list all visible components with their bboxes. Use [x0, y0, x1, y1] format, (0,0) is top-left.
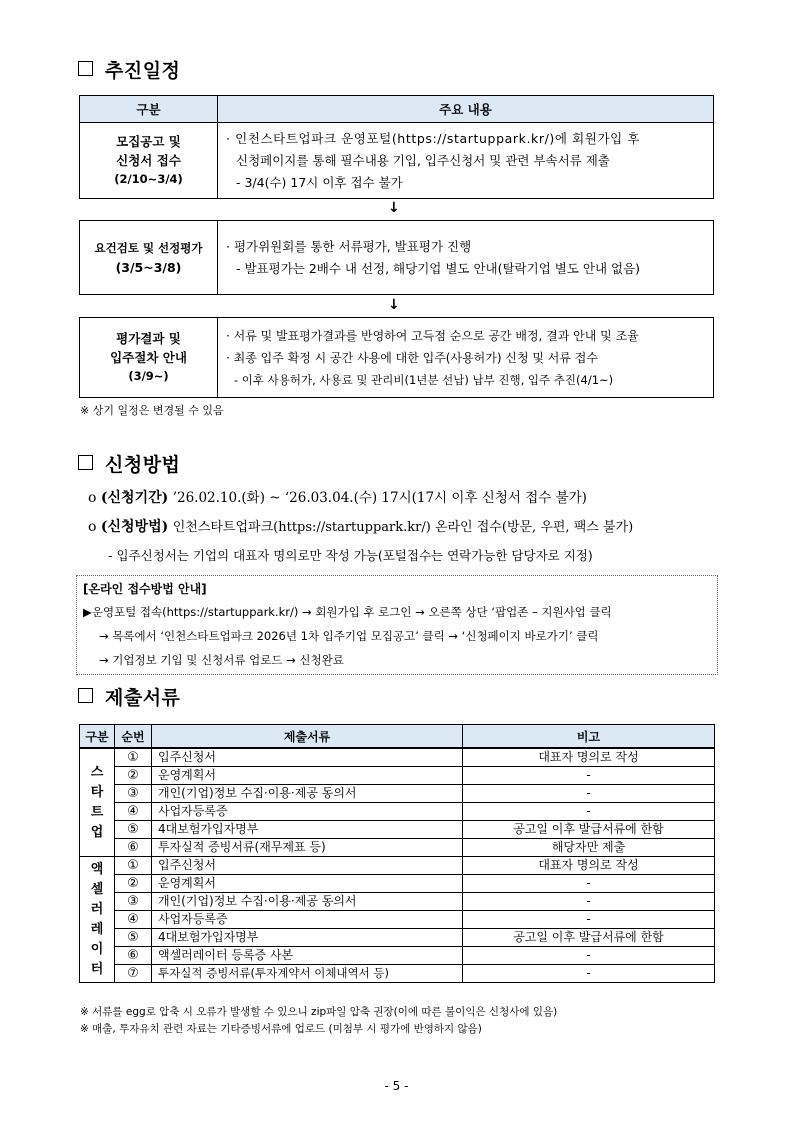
doc-remark: - — [463, 965, 715, 983]
row-number: ⑥ — [115, 947, 152, 965]
doc-remark: 공고일 이후 발급서류에 한함 — [463, 929, 715, 947]
row-number: ④ — [115, 803, 152, 821]
section-title: 제출서류 — [105, 687, 181, 709]
doc-name: 사업자등록증 — [152, 803, 463, 821]
method-line: o (신청방법) 인천스타트업파크(https://startuppark.kr/) 온라인 접수(방문, 우편, 팩스 불가) — [88, 519, 634, 535]
section-heading-method — [78, 450, 180, 477]
section-heading-documents — [78, 683, 180, 710]
documents-note: ※ 매출, 투자유치 관련 자료는 기타증빙서류에 업로드 (미첨부 시 평가에 반영하지 않음) — [80, 1023, 482, 1035]
arrow-down-icon: ↓ — [388, 200, 400, 216]
period-line: o (신청기간) ’26.02.10.(화) ~ ‘26.03.04.(수) 17시(17시 이후 신청서 접수 불가) — [88, 490, 587, 506]
doc-name: 개인(기업)정보 수집·이용·제공 동의서 — [152, 893, 463, 911]
guide-line: ▶운영포털 접속(https://startuppark.kr/) → 회원가입 후 로그인 → 오른쪽 상단 ‘팝업존 – 지원사업 클릭 — [83, 605, 612, 619]
online-guide-box — [76, 575, 718, 675]
doc-remark: 공고일 이후 발급서류에 한함 — [463, 821, 715, 839]
table-row — [80, 839, 715, 857]
group-startup: 스 타 트 업 — [80, 748, 115, 857]
doc-name: 운영계획서 — [152, 875, 463, 893]
row-number: ③ — [115, 893, 152, 911]
doc-remark: - — [463, 911, 715, 929]
table-row — [80, 767, 715, 785]
schedule-row-content: · 평가위원회를 통한 서류평가, 발표평가 진행 - 발표평가는 2배수 내 선정, 해당기업 별도 안내(탈락기업 별도 안내 없음) — [218, 221, 714, 295]
col-header: 비고 — [463, 725, 715, 749]
row-number: ② — [115, 767, 152, 785]
row-number: ⑤ — [115, 821, 152, 839]
schedule-table-row-2 — [79, 220, 714, 295]
doc-name: 입주신청서 — [152, 748, 463, 767]
doc-remark: 대표자 명의로 작성 — [463, 857, 715, 875]
schedule-row-content: · 인천스타트업파크 운영포털(https://startuppark.kr/)에 회원가입 후 신청페이지를 통해 필수내용 기입, 입주신청서 및 관련 부속서류 제출 - 3/4(수) 17시 이후 접수 불가 — [218, 123, 714, 199]
col-header: 제출서류 — [152, 725, 463, 749]
table-row — [80, 748, 715, 767]
row-number: ③ — [115, 785, 152, 803]
doc-name: 운영계획서 — [152, 767, 463, 785]
schedule-row-content: · 서류 및 발표평가결과를 반영하여 고득점 순으로 공간 배정, 결과 안내 및 조율 · 최종 입주 확정 시 공간 사용에 대한 입주(사용허가) 신청 및 서류 접수 - 이후 사용허가, 사용료 및 관리비(1년분 선납) 납부 진행, 입주 추진(4/1~) — [218, 318, 714, 398]
schedule-row-label: 요건검토 및 선정평가 (3/5~3/8) — [80, 221, 218, 295]
guide-title: [온라인 접수방법 안내] — [83, 582, 207, 596]
table-row — [80, 929, 715, 947]
doc-remark: - — [463, 947, 715, 965]
schedule-header-table — [79, 95, 714, 199]
arrow-down-icon: ↓ — [388, 297, 400, 313]
schedule-row-label: 모집공고 및 신청서 접수 (2/10~3/4) — [80, 123, 218, 199]
row-number: ⑤ — [115, 929, 152, 947]
checkbox-square-icon — [78, 688, 93, 703]
doc-remark: - — [463, 767, 715, 785]
doc-name: 개인(기업)정보 수집·이용·제공 동의서 — [152, 785, 463, 803]
schedule-note: ※ 상기 일정은 변경될 수 있음 — [80, 404, 224, 417]
table-row — [80, 947, 715, 965]
row-number: ⑥ — [115, 839, 152, 857]
row-number: ⑦ — [115, 965, 152, 983]
checkbox-square-icon — [78, 61, 93, 76]
schedule-table-row-3 — [79, 317, 714, 398]
documents-table — [79, 724, 715, 983]
doc-name: 액셀러레이터 등록증 사본 — [152, 947, 463, 965]
doc-name: 사업자등록증 — [152, 911, 463, 929]
doc-remark: - — [463, 893, 715, 911]
table-row — [80, 965, 715, 983]
doc-name: 투자실적 증빙서류(투자계약서 이체내역서 등) — [152, 965, 463, 983]
group-accelerator: 액 셀 러 레 이 터 — [80, 857, 115, 983]
page-number: - 5 - — [384, 1079, 409, 1093]
doc-remark: 해당자만 제출 — [463, 839, 715, 857]
row-number: ② — [115, 875, 152, 893]
table-row — [80, 911, 715, 929]
table-row — [80, 821, 715, 839]
schedule-row-label: 평가결과 및 입주절차 안내 (3/9~) — [80, 318, 218, 398]
checkbox-square-icon — [78, 455, 93, 470]
section-title: 신청방법 — [105, 454, 181, 476]
section-heading-schedule — [78, 56, 180, 83]
documents-note: ※ 서류를 egg로 압축 시 오류가 발생할 수 있으니 zip파일 압축 권장(이에 따른 불이익은 신청사에 있음) — [80, 1006, 558, 1018]
table-row — [80, 803, 715, 821]
col-content-header: 주요 내용 — [218, 96, 714, 123]
method-note-line: - 입주신청서는 기업의 대표자 명의로만 작성 가능(포털접수는 연락가능한 담당자로 지정) — [108, 548, 593, 563]
doc-name: 4대보험가입자명부 — [152, 929, 463, 947]
col-header: 구분 — [80, 725, 115, 749]
table-row — [80, 893, 715, 911]
doc-name: 입주신청서 — [152, 857, 463, 875]
row-number: ① — [115, 748, 152, 767]
row-number: ④ — [115, 911, 152, 929]
doc-remark: - — [463, 785, 715, 803]
col-header: 순번 — [115, 725, 152, 749]
doc-name: 4대보험가입자명부 — [152, 821, 463, 839]
guide-line: → 기업정보 기입 및 신청서류 업로드 → 신청완료 — [99, 653, 344, 667]
table-row — [80, 875, 715, 893]
table-row — [80, 857, 715, 875]
guide-line: → 목록에서 ‘인천스타트업파크 2026년 1차 입주기업 모집공고’ 클릭 → ‘신청페이지 바로가기’ 클릭 — [99, 629, 599, 643]
section-title: 추진일정 — [105, 60, 181, 82]
row-number: ① — [115, 857, 152, 875]
table-row — [80, 785, 715, 803]
doc-remark: - — [463, 875, 715, 893]
doc-remark: 대표자 명의로 작성 — [463, 748, 715, 767]
doc-name: 투자실적 증빙서류(재무제표 등) — [152, 839, 463, 857]
col-category-header: 구분 — [80, 96, 218, 123]
doc-remark: - — [463, 803, 715, 821]
